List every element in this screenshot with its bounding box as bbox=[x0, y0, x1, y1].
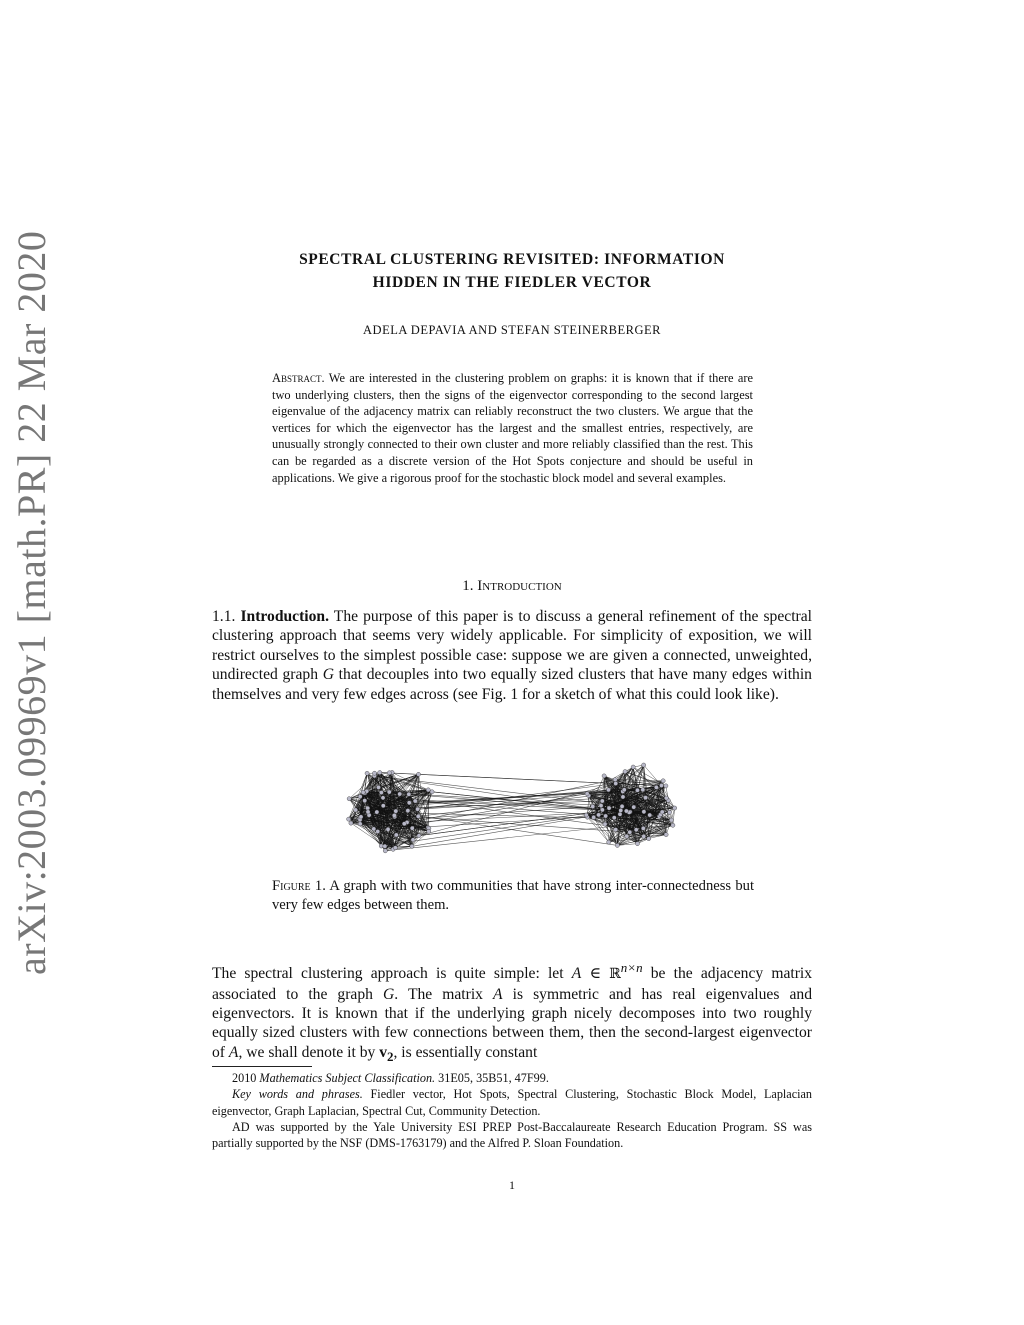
keywords-label: Key words and phrases. bbox=[232, 1087, 363, 1102]
graph-node bbox=[372, 827, 376, 831]
graph-node bbox=[667, 810, 671, 814]
subsection-heading: Introduction. bbox=[240, 608, 329, 625]
graph-node bbox=[383, 849, 387, 853]
abstract bbox=[272, 370, 753, 486]
graph-node bbox=[381, 796, 385, 800]
intro-text-part-a: The purpose of this paper is to discuss a general refinement of the spectral clustering approach that seems very widely applicable. For simplicity of exposition, we will restrict ourselves to the simplest possible case: suppose we are given a connected, unweighted, undirected graph bbox=[212, 608, 812, 684]
graph-node bbox=[607, 806, 611, 810]
graph-node bbox=[410, 844, 414, 848]
graph-node bbox=[411, 838, 415, 842]
graph-node bbox=[584, 813, 588, 817]
graph-node bbox=[427, 829, 431, 833]
graph-node bbox=[612, 816, 616, 820]
graph-node bbox=[607, 840, 611, 844]
msc-label: Mathematics Subject Classification. bbox=[259, 1071, 436, 1085]
graph-node bbox=[620, 804, 624, 808]
graph-node bbox=[416, 772, 420, 776]
matrix-symbol-2: A bbox=[493, 985, 503, 1003]
graph-node bbox=[394, 833, 398, 837]
graph-node bbox=[383, 844, 387, 848]
graph-node bbox=[591, 804, 595, 808]
graph-node bbox=[387, 771, 391, 775]
graph-node bbox=[642, 834, 646, 838]
graph-node bbox=[416, 814, 420, 818]
graph-node bbox=[354, 808, 358, 812]
para2-text-2: be the adjacency matrix associated to the graph bbox=[212, 965, 813, 1003]
graph-node bbox=[376, 785, 380, 789]
graph-node bbox=[349, 821, 353, 825]
graph-node bbox=[600, 799, 604, 803]
graph-node bbox=[635, 842, 639, 846]
para2-text-3: . The matrix bbox=[394, 985, 483, 1003]
graph-node bbox=[632, 805, 636, 809]
graph-node bbox=[647, 837, 651, 841]
para2-text-6: , is essentially constant bbox=[393, 1043, 538, 1061]
graph-node bbox=[375, 810, 379, 814]
graph-node bbox=[671, 823, 675, 827]
graph-node bbox=[660, 810, 664, 814]
graph-node bbox=[624, 809, 628, 813]
graph-node bbox=[415, 807, 419, 811]
graph-node bbox=[372, 771, 376, 775]
graph-node bbox=[602, 774, 606, 778]
graph-node bbox=[430, 790, 434, 794]
keywords-text: Fiedler vector, Hot Spots, Spectral Clustering, Stochastic Block Model, Laplacian eigenvector, Graph Laplacian, Spectral Cut, Community Detection. bbox=[212, 1087, 813, 1118]
graph-node bbox=[365, 771, 369, 775]
paper-title-line-1: SPECTRAL CLUSTERING REVISITED: INFORMATION bbox=[299, 251, 725, 268]
figure-label: Figure 1. bbox=[272, 878, 326, 894]
spectral-paragraph bbox=[212, 958, 812, 1066]
paper-title bbox=[212, 248, 812, 294]
graph-node bbox=[634, 828, 638, 832]
eigenvector-symbol bbox=[379, 1043, 394, 1064]
graph-node bbox=[361, 790, 365, 794]
section-number: 1. bbox=[462, 578, 474, 594]
graph-node bbox=[621, 795, 625, 799]
graph-node bbox=[398, 792, 402, 796]
graph-node bbox=[661, 779, 665, 783]
two-community-graph-figure bbox=[340, 760, 685, 860]
page-number: 1 bbox=[509, 1178, 515, 1192]
paper-title-line-2: HIDDEN IN THE FIEDLER VECTOR bbox=[372, 274, 652, 291]
element-of-symbol: ∈ bbox=[589, 965, 601, 983]
intro-paragraph bbox=[212, 607, 812, 704]
intro-text-part-b: that decouples into two equally sized clusters that have many edges within themselves and very few edges across (see Fig. 1 for a sketch of what this could look like). bbox=[212, 666, 812, 703]
msc-year: 2010 bbox=[232, 1071, 257, 1085]
graph-node bbox=[387, 790, 391, 794]
graph-node bbox=[664, 796, 668, 800]
graph-node bbox=[604, 814, 608, 818]
graph-node bbox=[386, 827, 390, 831]
matrix-symbol: A bbox=[571, 965, 582, 983]
graph-node bbox=[592, 815, 596, 819]
graph-node bbox=[393, 846, 397, 850]
graph-node bbox=[358, 795, 362, 799]
abstract-label: Abstract. bbox=[272, 371, 325, 385]
graph-node bbox=[622, 788, 626, 792]
graph-node bbox=[619, 808, 623, 812]
figure-caption bbox=[272, 877, 754, 916]
graph-node bbox=[359, 815, 363, 819]
graph-node bbox=[642, 810, 646, 814]
graph-symbol: G bbox=[322, 666, 334, 684]
eigenvector-subscript: 2 bbox=[387, 1048, 394, 1064]
graph-node bbox=[358, 822, 362, 826]
graph-node bbox=[618, 812, 622, 816]
graph-node bbox=[347, 817, 351, 821]
msc-codes: 31E05, 35B51, 47F99. bbox=[438, 1071, 549, 1085]
graph-node bbox=[366, 810, 370, 814]
graph-node bbox=[347, 797, 351, 801]
graph-node bbox=[413, 799, 417, 803]
graph-node bbox=[406, 809, 410, 813]
graph-node bbox=[614, 781, 618, 785]
graph-node bbox=[606, 788, 610, 792]
graph-node bbox=[394, 809, 398, 813]
graph-node bbox=[585, 792, 589, 796]
graph-node bbox=[642, 763, 646, 767]
section-heading bbox=[212, 578, 812, 595]
subsection-number: 1.1. bbox=[212, 608, 236, 625]
graph-node bbox=[631, 765, 635, 769]
graph-node bbox=[614, 827, 618, 831]
graph-node bbox=[381, 804, 385, 808]
graph-node bbox=[392, 813, 396, 817]
graph-node bbox=[669, 818, 673, 822]
graph-node bbox=[600, 808, 604, 812]
footnote-rule bbox=[212, 1066, 312, 1067]
dimension-superscript: n×n bbox=[620, 960, 643, 975]
graph-node bbox=[628, 830, 632, 834]
graph-node bbox=[648, 813, 652, 817]
section-title: Introduction bbox=[477, 578, 562, 594]
graph-node bbox=[625, 834, 629, 838]
author-list: ADELA DEPAVIA AND STEFAN STEINERBERGER bbox=[363, 323, 661, 337]
graph-node bbox=[402, 822, 406, 826]
graph-node bbox=[643, 796, 647, 800]
abstract-text: We are interested in the clustering problem on graphs: it is known that if there are two underlying clusters, then the signs of the eigenvector corresponding to the second largest eigenvalue of the adjacency matrix can reliably reconstruct the two clusters. We argue that the vertices for which the eigenvector has the largest and the smallest entries, respectively, are unusually strongly connected to their own cluster and more reliably classified than the rest. This can be regarded as a discrete version of the Hot Spots conjecture and should be useful in applications. We give a rigorous proof for the stochastic block model and several examples. bbox=[272, 371, 754, 485]
graph-node bbox=[603, 822, 607, 826]
graph-node bbox=[363, 799, 367, 803]
graph-node bbox=[410, 826, 414, 830]
graph-node bbox=[407, 801, 411, 805]
graph-node bbox=[641, 826, 645, 830]
eigenvector-letter: v bbox=[379, 1043, 387, 1061]
graph-node bbox=[673, 806, 677, 810]
graph-node bbox=[599, 803, 603, 807]
para2-text-1: The spectral clustering approach is quite simple: let bbox=[212, 965, 564, 983]
graph-node bbox=[376, 829, 380, 833]
graph-node bbox=[659, 783, 663, 787]
reals-symbol: ℝ bbox=[609, 966, 621, 983]
graph-node bbox=[378, 770, 382, 774]
footnote-msc bbox=[212, 1070, 812, 1086]
graph-symbol-2: G bbox=[383, 985, 395, 1003]
figure-caption-text: A graph with two communities that have strong inter-connectedness but very few edges between them. bbox=[272, 878, 754, 914]
graph-node bbox=[635, 788, 639, 792]
graph-node bbox=[426, 788, 430, 792]
graph-node bbox=[623, 769, 627, 773]
graph-node bbox=[641, 788, 645, 792]
arxiv-identifier-stamp: arXiv:2003.09969v1 [math.PR] 22 Mar 2020 bbox=[9, 230, 54, 975]
footnotes bbox=[212, 1070, 812, 1151]
graph-node bbox=[664, 833, 668, 837]
para2-text-5: , we shall denote it by bbox=[238, 1043, 376, 1061]
footnote-keywords bbox=[212, 1086, 812, 1119]
graph-node bbox=[664, 784, 668, 788]
graph-node bbox=[379, 790, 383, 794]
graph-node bbox=[613, 777, 617, 781]
matrix-symbol-3: A bbox=[228, 1043, 239, 1061]
para2-text-4: is symmetric and has real eigenvalues and eigenvectors. It is known that if the underlying graph nicely decomposes into two roughly equally sized clusters with few connections between them, then the second-largest eigenvector of bbox=[212, 985, 812, 1061]
graph-node bbox=[597, 813, 601, 817]
graph-node bbox=[407, 792, 411, 796]
graph-node bbox=[615, 843, 619, 847]
graph-node bbox=[417, 834, 421, 838]
footnote-funding: AD was supported by the Yale University ESI PREP Post-Baccalaureate Research Education Program. SS was partially supported by the NSF (DMS-1763179) and the Alfred P. Sloan Foundation. bbox=[212, 1119, 812, 1151]
graph-node bbox=[654, 785, 658, 789]
